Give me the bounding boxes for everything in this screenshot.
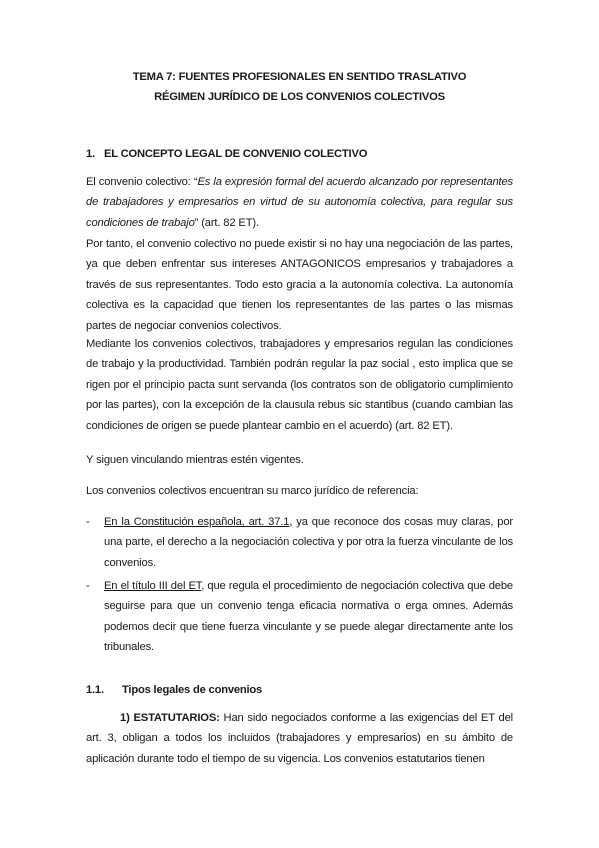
definition-quote: Es la expresión formal del acuerdo alcanzado por representantes de trabajadores y empresarios en virtud de su autonomía colectiva, para regular sus condiciones de trabajo (86, 176, 513, 229)
paragraph-regulation: Mediante los convenios colectivos, trabajadores y empresarios regulan las condiciones de trabajo y la productividad. También podrán regular la paz social , esto implica que se rigen por el principio pacta sunt servanda (los contratos son de obligatorio cumplimiento por las partes), con la excepción de la clausula rebus sic stantibus (cuando cambian las condiciones de origen se puede plantear cambio en el acuerdo) (art. 82 ET). (86, 338, 513, 432)
bullet-dash: - (86, 580, 90, 592)
list-item (86, 512, 513, 573)
et-title-link[interactable]: En el título III del ET (104, 580, 202, 592)
subsection-heading (86, 684, 262, 696)
list-item-body: , que regula el procedimiento de negociación colectiva que debe seguirse para que un convenio tenga eficacia normativa o erga omnes. Además podemos decir que tiene fuerza vinculante y se puede alegar directamente ante los tribunales. (104, 580, 513, 654)
paragraph-negotiation: Por tanto, el convenio colectivo no puede existir si no hay una negociación de las partes, ya que deben enfrentar sus intereses ANTAGONICOS empresarios y trabajadores a través de sus representantes. Todo esto gracia a la autonomía colectiva. La autonomía colectiva es la capacidad que tienen los representantes de las partes o las mismas partes de negociar convenios colectivos. (86, 238, 513, 332)
statutory-text: Han sido negociados conforme a las exigencias del ET del art. 3, obligan a todos los incluidos (trabajadores y empresarios) en su ámbito de aplicación durante todo el tiempo de su vigencia. Los convenios estatutarios tienen (86, 712, 513, 765)
subsection-number: 1.1. (86, 684, 104, 696)
paragraph-definition (86, 172, 513, 233)
list-item-text (104, 576, 513, 658)
definition-tail: ” (art. 82 ET). (194, 216, 259, 229)
document-title-line-1: TEMA 7: FUENTES PROFESIONALES EN SENTIDO TRASLATIVO (132, 71, 467, 83)
paragraph-validity: Y siguen vinculando mientras estén vigentes. (86, 454, 304, 466)
section-heading-text: EL CONCEPTO LEGAL DE CONVENIO COLECTIVO (104, 148, 368, 160)
document-title-line-2: RÉGIMEN JURÍDICO DE LOS CONVENIOS COLECTIVOS (154, 91, 445, 103)
constitution-link[interactable]: En la Constitución española, art. 37.1 (104, 516, 290, 528)
definition-lead: El convenio colectivo: “ (86, 176, 198, 188)
list-item-body: , ya que reconoce dos cosas muy claras, por una parte, el derecho a la negociación colectiva y por otra la fuerza vinculante de los convenios. (104, 516, 513, 569)
paragraph-statutory (86, 708, 513, 769)
list-item-text (104, 512, 513, 573)
section-heading (86, 148, 367, 160)
paragraph-legal-framework: Los convenios colectivos encuentran su marco jurídico de referencia: (86, 485, 419, 497)
subsection-heading-text: Tipos legales de convenios (122, 684, 263, 696)
list-item (86, 576, 513, 658)
bullet-dash: - (86, 516, 90, 528)
section-number: 1. (86, 148, 95, 160)
statutory-label: 1) ESTATUTARIOS: (120, 712, 220, 724)
